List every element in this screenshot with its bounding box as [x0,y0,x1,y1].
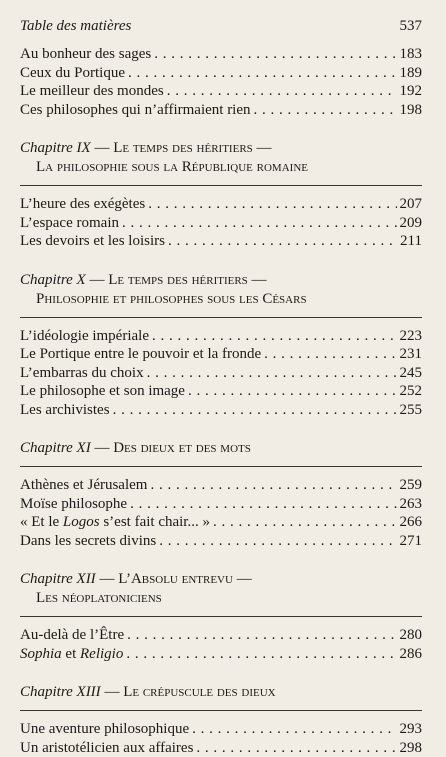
leader-dots [264,345,396,364]
toc-entry-page: 280 [400,626,423,645]
toc-chapter-12 [20,570,422,663]
toc-entry[interactable] [20,513,422,532]
toc-entry[interactable] [20,495,422,514]
toc-chapter-13 [20,683,422,757]
chapter-heading: Chapitre X — Le temps des héritiers — Philosophie et philosophes sous les Césars [20,271,422,309]
toc-entry-label: Une aventure philosophique [20,720,189,739]
toc-chapter-11 [20,439,422,550]
toc-entry[interactable] [20,45,422,64]
divider [20,466,422,467]
toc-entry-label: Les archivistes [20,401,110,420]
toc-entry-label: Le philosophe et son image [20,382,185,401]
toc-entry-page: 255 [400,401,423,420]
chapter-title-line1: L’Absolu entrevu — [118,571,252,587]
leader-dots [159,532,396,551]
divider [20,616,422,617]
toc-entry-page: 286 [400,645,423,664]
toc-entry[interactable] [20,64,422,83]
leader-dots [147,364,397,383]
chapter-title-line1: Le crépuscule des dieux [123,684,275,700]
leader-dots [188,382,397,401]
toc-chapter-9 [20,139,422,251]
divider [20,317,422,318]
toc-entry[interactable] [20,626,422,645]
toc-entry-page: 209 [400,214,423,233]
toc-entry-label: Un aristotélicien aux affaires [20,739,193,757]
chapter-number: Chapitre XI [20,440,91,456]
toc-chapter-10 [20,271,422,420]
toc-entry-label: Les devoirs et les loisirs [20,232,165,251]
toc-section-continued [20,45,422,119]
toc-entry[interactable] [20,101,422,120]
toc-entry-label: L’embarras du choix [20,364,144,383]
leader-dots [154,45,396,64]
toc-entry-page: 266 [400,513,423,532]
leader-dots [128,64,397,83]
divider [20,710,422,711]
chapter-title-line1: Le temps des héritiers — [108,272,266,288]
toc-entry-label: Le Portique entre le pouvoir et la fronde [20,345,261,364]
leader-dots [130,495,396,514]
leader-dots [254,101,397,120]
chapter-title-line2: Philosophie et philosophes sous les Césars [20,291,307,307]
toc-entry-page: 293 [400,720,423,739]
toc-entry-label: L’espace romain [20,214,119,233]
leader-dots [126,645,396,664]
toc-entry[interactable] [20,327,422,346]
toc-entry-label: Ceux du Portique [20,64,125,83]
leader-dots [150,476,396,495]
toc-entry-page: 252 [400,382,423,401]
chapter-title-line1: Le temps des héritiers — [113,140,271,156]
running-head [20,18,422,35]
leader-dots [122,214,397,233]
leader-dots [152,327,397,346]
toc-entry[interactable] [20,720,422,739]
toc-entry-page: 192 [400,82,423,101]
leader-dots [196,739,396,757]
divider [20,185,422,186]
toc-entry-page: 223 [400,327,423,346]
toc-entry[interactable] [20,364,422,383]
toc-entry-page: 298 [400,739,423,757]
toc-entry-label: Le meilleur des mondes [20,82,164,101]
chapter-heading: Chapitre XIII — Le crépuscule des dieux [20,683,422,702]
toc-entry[interactable] [20,195,422,214]
toc-entry-page: 263 [400,495,423,514]
chapter-number: Chapitre XIII [20,684,101,700]
leader-dots [127,626,396,645]
toc-entry[interactable] [20,739,422,757]
toc-entry-page: 245 [400,364,423,383]
toc-entry-label: L’heure des exégètes [20,195,145,214]
leader-dots [192,720,396,739]
toc-entry[interactable] [20,476,422,495]
toc-entry-page: 231 [400,345,423,364]
toc-entry-page: 198 [400,101,423,120]
chapter-heading: Chapitre XI — Des dieux et des mots [20,439,422,458]
toc-entry-page: 271 [400,532,423,551]
toc-entry-label: Sophia et Religio [20,645,123,664]
toc-entry-label: Dans les secrets divins [20,532,156,551]
toc-entry-label: « Et le Logos s’est fait chair... » [20,513,210,532]
chapter-title-line2: Les néoplatoniciens [20,590,162,606]
toc-entry-page: 183 [400,45,423,64]
toc-entry[interactable] [20,401,422,420]
toc-entry[interactable] [20,82,422,101]
toc-entry[interactable] [20,214,422,233]
toc-entry-label: Athènes et Jérusalem [20,476,147,495]
chapter-title-line2: La philosophie sous la République romaine [20,159,308,175]
toc-entry[interactable] [20,232,422,251]
toc-entry-page: 259 [400,476,423,495]
toc-entry[interactable] [20,382,422,401]
leader-dots [213,513,397,532]
leader-dots [168,232,397,251]
leader-dots [113,401,397,420]
toc-entry-label: L’idéologie impériale [20,327,149,346]
running-head-page-number: 537 [400,18,423,35]
running-head-title: Table des matières [20,18,131,35]
chapter-number: Chapitre XII [20,571,96,587]
toc-entry-page: 189 [400,64,423,83]
leader-dots [148,195,396,214]
toc-entry-page: 211 [400,232,422,251]
toc-entry[interactable] [20,345,422,364]
toc-entry[interactable] [20,645,422,664]
toc-entry-label: Moïse philosophe [20,495,127,514]
chapter-heading: Chapitre IX — Le temps des héritiers — La philosophie sous la République romaine [20,139,422,177]
toc-entry-page: 207 [400,195,423,214]
toc-entry[interactable] [20,532,422,551]
toc-entry-label: Au-delà de l’Être [20,626,124,645]
toc-entry-label: Ces philosophes qui n’affirmaient rien [20,101,251,120]
chapter-number: Chapitre IX [20,140,91,156]
chapter-number: Chapitre X [20,272,86,288]
chapter-title-line1: Des dieux et des mots [113,440,251,456]
chapter-heading: Chapitre XII — L’Absolu entrevu — Les néoplatoniciens [20,570,422,608]
toc-entry-label: Au bonheur des sages [20,45,151,64]
leader-dots [167,82,397,101]
